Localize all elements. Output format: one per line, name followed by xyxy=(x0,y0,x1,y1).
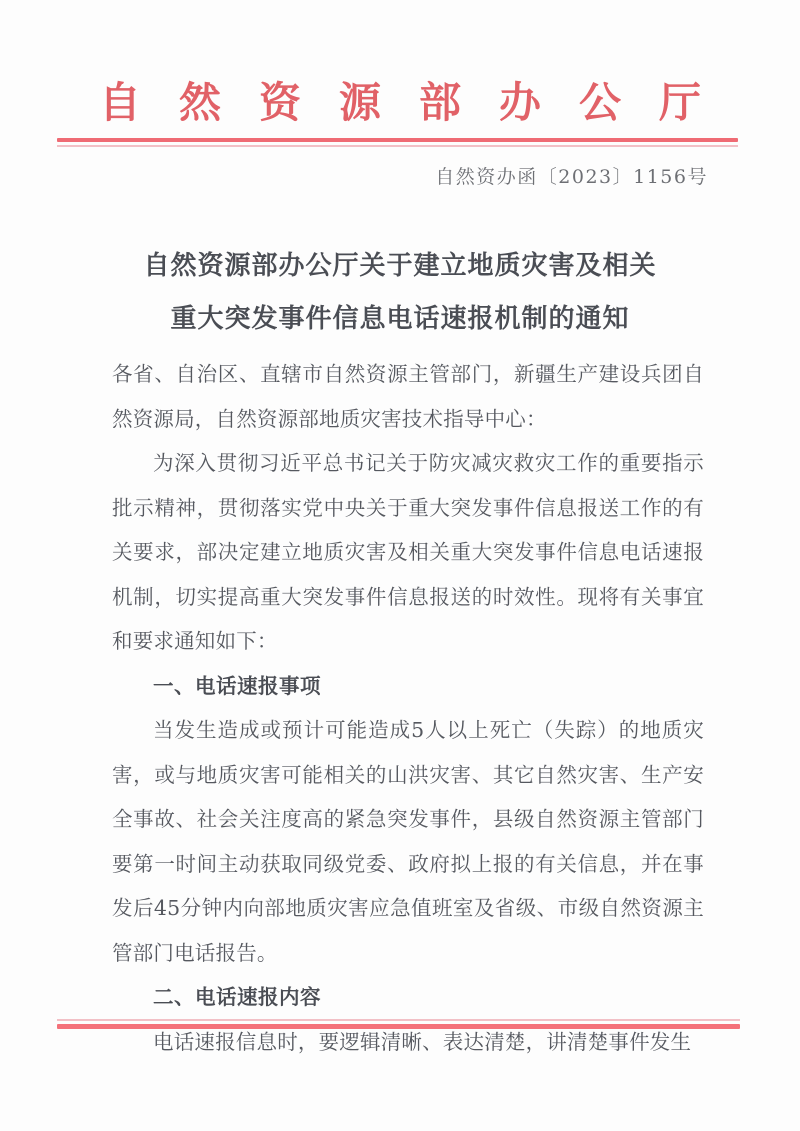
document-title xyxy=(100,240,700,346)
section-body-2: 电话速报信息时，要逻辑清晰、表达清楚，讲清楚事件发生 xyxy=(153,1029,692,1054)
footer-red-rule xyxy=(57,1019,740,1029)
header-red-rule xyxy=(57,138,738,147)
letterhead-title: 自然资源部办公厅 xyxy=(98,78,739,127)
document-body xyxy=(112,352,704,1064)
document-serial-number: 自然资办函〔2023〕1156号 xyxy=(435,166,708,188)
addressee-block: 各省、自治区、直辖市自然资源主管部门，新疆生产建设兵团自然资源局，自然资源部地质灾害技术指导中心： xyxy=(112,362,704,431)
letterhead xyxy=(0,76,800,130)
document-title-line-1: 自然资源部办公厅关于建立地质灾害及相关 xyxy=(143,251,657,281)
document-title-line-2: 重大突发事件信息电话速报机制的通知 xyxy=(170,304,630,334)
preamble-paragraph: 为深入贯彻习近平总书记关于防灾减灾救灾工作的重要指示批示精神，贯彻落实党中央关于重大突发事件信息报送工作的有关要求，部决定建立地质灾害及相关重大突发事件信息电话速报机制，切实提高重大突发事件信息报送的时效性。现将有关事宜和要求通知如下： xyxy=(112,451,704,653)
section-body-1: 当发生造成或预计可能造成5人以上死亡（失踪）的地质灾害，或与地质灾害可能相关的山洪灾害、其它自然灾害、生产安全事故、社会关注度高的紧急突发事件，县级自然资源主管部门要第一时间主动获取同级党委、政府拟上报的有关信息，并在事发后45分钟内向部地质灾害应急值班室及省级、市级自然资源主管部门电话报告。 xyxy=(112,718,704,965)
section-heading-2: 二、电话速报内容 xyxy=(153,985,321,1009)
footer-rule-thick-line xyxy=(57,1024,740,1029)
section-heading-1: 一、电话速报事项 xyxy=(153,673,321,698)
header-rule-thin-line xyxy=(57,145,738,147)
